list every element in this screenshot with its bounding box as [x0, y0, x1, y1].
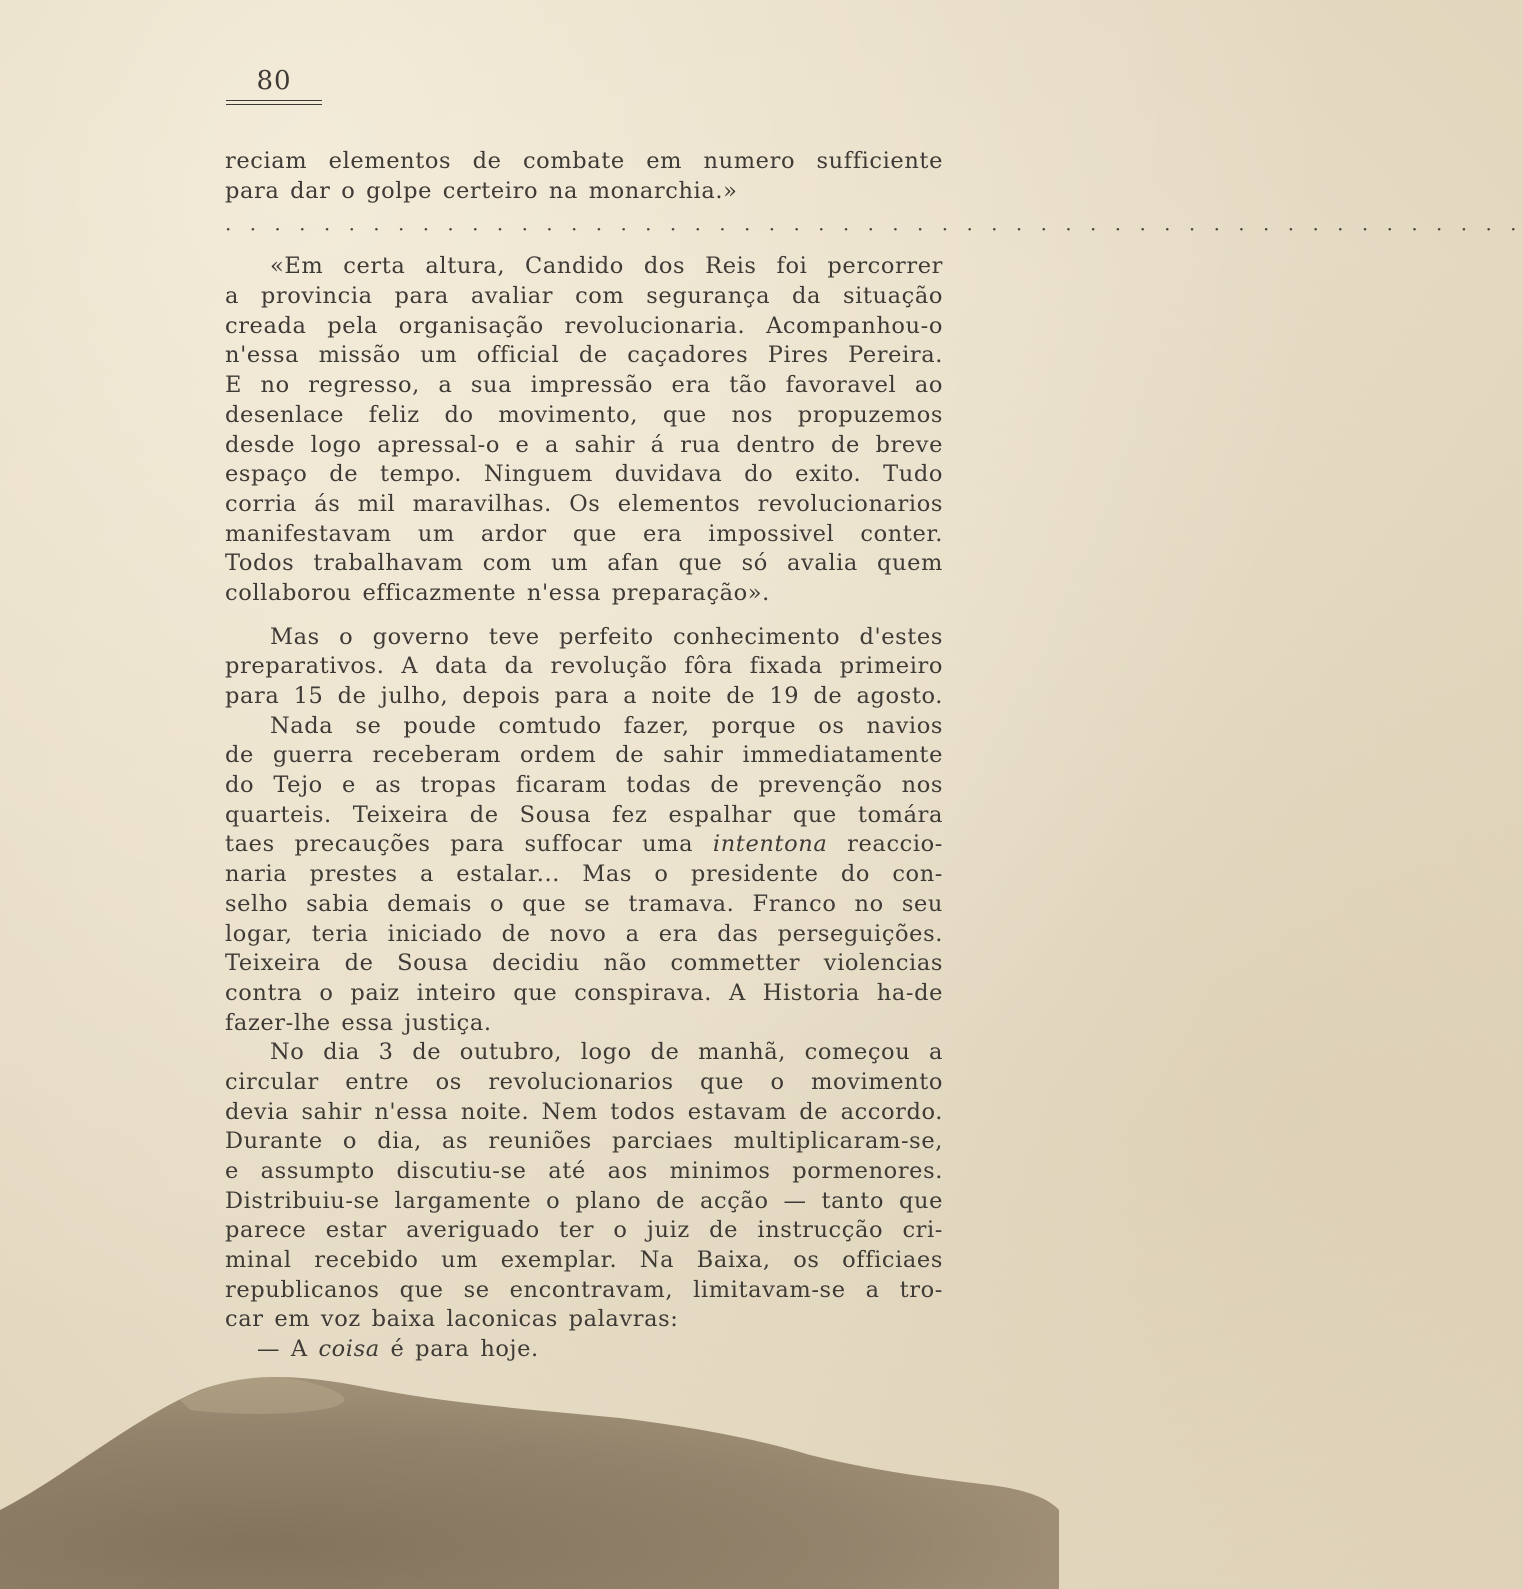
text-line: quarteis. Teixeira de Sousa fez espalhar que tomára: [225, 801, 943, 828]
text-line: republicanos que se encontravam, limitavam-se a tro-: [225, 1276, 943, 1303]
text-line: Todos trabalhavam com um afan que só avalia quem: [225, 550, 943, 577]
text-line: logar, teria iniciado de novo a era das perseguições.: [225, 920, 943, 947]
text-line: contra o paiz inteiro que conspirava. A Historia ha-de: [225, 979, 943, 1006]
dotted-separator: · · · · · · · · · · · · · · · · · · · · · · · · · · · · · · · · · · · · · · · · · · · · · · · · · · · · ·: [225, 217, 1523, 242]
text-line: fazer-lhe essa justiça.: [225, 1009, 492, 1036]
text-line: desenlace feliz do movimento, que nos propuzemos: [225, 401, 943, 428]
text-line: do Tejo e as tropas ficaram todas de prevenção nos: [225, 772, 943, 799]
text-line: manifestavam um ardor que era impossivel conter.: [225, 520, 943, 547]
text-line: Nada se poude comtudo fazer, porque os navios: [270, 712, 943, 739]
text-line: desde logo apressal-o e a sahir á rua dentro de breve: [225, 431, 943, 458]
text-line: naria prestes a estalar... Mas o presidente do con-: [225, 861, 943, 888]
text-line: car em voz baixa laconicas palavras:: [225, 1306, 679, 1333]
text-segment: — A: [257, 1336, 319, 1363]
page-number: 80: [256, 66, 292, 96]
italic-word: intentona: [712, 831, 828, 858]
text-segment: é para hoje.: [379, 1336, 539, 1363]
text-line: «Em certa altura, Candido dos Reis foi percorrer: [270, 253, 943, 280]
body-text: [225, 147, 1523, 1365]
page-number-rule: [226, 100, 322, 105]
text-line: Mas o governo teve perfeito conhecimento d'estes: [270, 623, 943, 650]
text-line: Teixeira de Sousa decidiu não commetter violencias: [225, 950, 943, 977]
text-line: E no regresso, a sua impressão era tão favoravel ao: [225, 372, 943, 399]
text-line: parece estar averiguado ter o juiz de instrucção cri-: [225, 1217, 943, 1244]
water-stain: [0, 1360, 1059, 1589]
text-line: selho sabia demais o que se tramava. Franco no seu: [225, 890, 943, 917]
text-line: Durante o dia, as reuniões parciaes multiplicaram-se,: [225, 1128, 943, 1155]
text-line: No dia 3 de outubro, logo de manhã, começou a: [270, 1039, 943, 1066]
text-line: minal recebido um exemplar. Na Baixa, os officiaes: [225, 1247, 943, 1274]
text-line: espaço de tempo. Ninguem duvidava do exito. Tudo: [225, 461, 943, 488]
text-segment: taes precauções para suffocar uma: [225, 831, 713, 858]
text-line: devia sahir n'essa noite. Nem todos estavam de accordo.: [225, 1098, 943, 1125]
text-line: corria ás mil maravilhas. Os elementos revolucionarios: [225, 490, 943, 517]
text-line: collaborou efficazmente n'essa preparação».: [225, 579, 770, 606]
text-line: preparativos. A data da revolução fôra fixada primeiro: [225, 653, 943, 680]
text-line: circular entre os revolucionarios que o movimento: [225, 1068, 943, 1095]
text-line: a provincia para avaliar com segurança da situação: [225, 283, 943, 310]
text-line: creada pela organisação revolucionaria. Acompanhou-o: [225, 312, 943, 339]
text-segment: reaccio-: [827, 831, 943, 858]
text-line: reciam elementos de combate em numero sufficiente: [225, 148, 943, 174]
text-line-with-italic: [225, 830, 943, 860]
text-line: n'essa missão um official de caçadores Pires Pereira.: [225, 342, 943, 369]
italic-word: coisa: [318, 1336, 380, 1363]
text-line: para 15 de julho, depois para a noite de 19 de agosto.: [225, 683, 943, 709]
text-line: e assumpto discutiu-se até aos minimos pormenores.: [225, 1158, 943, 1184]
text-line: para dar o golpe certeiro na monarchia.»: [225, 177, 738, 204]
text-line: Distribuiu-se largamente o plano de acção — tanto que: [225, 1187, 943, 1214]
text-line: de guerra receberam ordem de sahir immediatamente: [225, 742, 943, 769]
